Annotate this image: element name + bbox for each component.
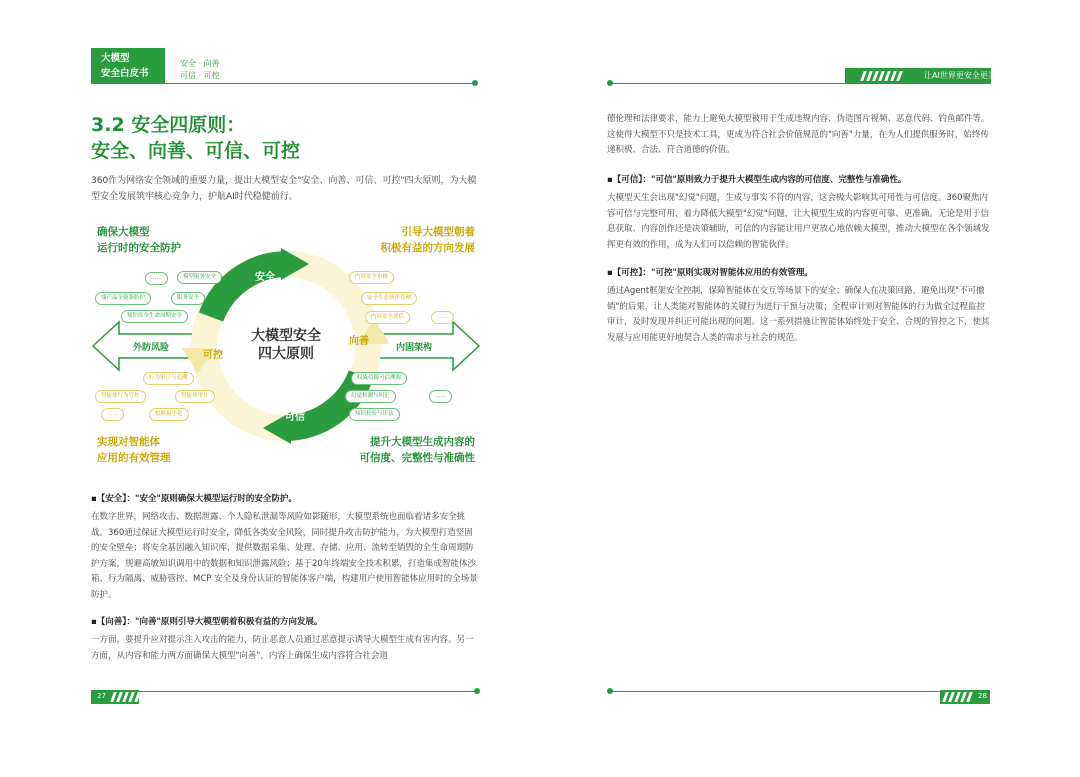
page-number: 27 — [97, 692, 106, 700]
corner-label-control-line2: 应用的有效管理 — [97, 452, 171, 464]
corner-label-safe-line1: 确保大模型 — [97, 226, 150, 238]
corner-label-trust — [360, 434, 476, 466]
segment-label-good: 向善 — [349, 336, 369, 347]
corner-label-control — [97, 434, 171, 466]
pill-item: 智能体审计 — [175, 390, 215, 403]
footer-rule-dot — [607, 688, 613, 694]
corner-label-safe-line2: 运行时的安全防护 — [97, 242, 181, 254]
arrow-label-external: 外防风险 — [133, 343, 170, 353]
pill-item: 知识校验与评估 — [349, 408, 400, 421]
corner-label-trust-line1: 提升大模型生成内容的 — [370, 436, 475, 448]
principle-trust-body: 大模型天生会出现"幻觉"问题，生成与事实不符的内容，这会极大影响其可用性与可信度。360聚焦内容可信与完整可用，着力降低大模型"幻觉"问题，让大模型生成的内容更可靠、更准确。无论是用于信息获取、内容创作还是决策辅助，可信的内容能让用户更放心地依赖大模型，推动大模型在各个领域发挥更有效的作用，成为人们可以信赖的智能伙伴。 — [607, 193, 990, 250]
pill-item: 权限最小化 — [149, 408, 189, 421]
pill-item: 端产品全链条防护 — [95, 292, 151, 305]
footer-stripes — [944, 692, 971, 702]
book-title-badge — [91, 48, 165, 84]
section-title-line2: 安全、向善、可信、可控 — [91, 140, 301, 162]
corner-label-good — [381, 224, 476, 256]
principle-trust-heading: ▪【可信】："可信"原则致力于提升大模型生成内容的可信度、完整性与准确性。 — [607, 175, 907, 185]
pill-item: …… — [429, 390, 452, 403]
center-label — [236, 327, 336, 363]
pill-item: 行为审计与追溯 — [143, 372, 194, 385]
book-title-line1: 大模型 — [101, 53, 130, 64]
header-tags — [180, 58, 220, 82]
header-rule-dot — [472, 80, 478, 86]
principle-safe-body: 在数字世界，网络攻击、数据泄露、个人隐私泄漏等风险如影随形，大模型系统也面临着诸多安全挑战。360通过保证大模型运行时安全，降低各类安全风险，同时提升攻击防护能力，为大模型打造坚固的安全壁垒；将安全基因融入知识库，提供数据采集、处理、存储、应用、流转至销毁的全生命周期防护方案，规避高敏知识调用中的数据和知识泄露风险；基于20年终端安全技术积累，打造集成智能体沙箱、行为隔离、威胁管控、MCP 安全及身份认证的智能体客户端，构建用户使用智能体应用时的全场景防护。 — [91, 512, 478, 600]
pill-item: …… — [145, 272, 168, 285]
right-page — [540, 0, 1080, 777]
pill-item: 权威信源可信溯源 — [351, 372, 407, 385]
corner-label-good-line2: 积极有益的方向发展 — [380, 242, 475, 254]
principle-good-heading: ▪【向善】："向善"原则引导大模型朝着积极有益的方向发展。 — [91, 617, 323, 627]
header-rule — [165, 83, 475, 84]
segment-label-safe: 安全 — [255, 272, 275, 283]
header-stripes — [862, 71, 901, 81]
principle-good-body-cont: 德伦理和法律要求，能力上避免大模型被用于生成违规内容、伪造图片视频、恶意代码、钓鱼邮件等。这使得大模型不只是技术工具，更成为符合社会价值规范的"向善"力量，在为人们提供服务时，始终传递积极、合法、符合道德的价值。 — [607, 114, 990, 155]
center-label-line2: 四大原则 — [258, 346, 314, 362]
section-title — [91, 112, 300, 164]
principle-control-heading: ▪【可控】："可控"原则实现对智能体应用的有效管理。 — [607, 268, 813, 278]
four-principles-diagram — [91, 222, 481, 472]
corner-label-good-line1: 引导大模型朝着 — [401, 226, 475, 238]
header-tags-line1: 安全 · 向善 — [180, 59, 220, 68]
center-label-line1: 大模型安全 — [251, 328, 321, 344]
pill-item: 安全生态伙伴管理 — [361, 292, 417, 305]
principle-control-body: 通过Agent框架安全控制，保障智能体在交互等场景下的安全；确保人在决策回路，避免出现"不可撤销"的后果，让人类能对智能体的关键行为进行干预与决策；全程审计则对智能体的行为做全过程监控审计，及时发现并纠正可能出现的问题。这一系列措施让智能体始终处于安全、合规的管控之下，使其发展与应用能更好地契合人类的需求与社会的规范。 — [607, 286, 990, 343]
pill-item: 内容安全审核 — [349, 271, 394, 284]
slogan-text: 让AI世界更安全更美好 — [924, 71, 1004, 80]
intro-paragraph: 360作为网络安全领域的重要力量，提出大模型安全"安全、向善、可信、可控"四大原则，为大模型安全发展筑牢核心竞争力，护航AI时代稳健前行。 — [91, 176, 477, 202]
pill-item: 内容安全评估 — [365, 311, 410, 324]
principle-safe-heading: ▪【安全】："安全"原则确保大模型运行时的安全防护。 — [91, 494, 297, 504]
segment-label-trust: 可信 — [285, 412, 305, 423]
pill-item: 服务安全 — [171, 292, 205, 305]
header-rule-dot — [607, 80, 613, 86]
page-number: 28 — [978, 692, 987, 700]
segment-label-control: 可控 — [203, 350, 223, 361]
footer-stripes — [112, 692, 139, 702]
pill-item: 幻觉检测与纠正 — [345, 390, 396, 403]
header-tags-line2: 可信 · 可控 — [180, 71, 220, 80]
section-title-line1: 3.2 安全四原则： — [91, 114, 246, 136]
pill-item: 智能体行为管控 — [95, 390, 146, 403]
corner-label-trust-line2: 可信度、完整性与准确性 — [359, 452, 475, 464]
pill-item: …… — [431, 311, 454, 324]
footer-rule — [610, 691, 940, 692]
book-title-line2: 安全白皮书 — [101, 68, 149, 79]
corner-label-control-line1: 实现对智能体 — [97, 436, 160, 448]
footer-rule — [138, 691, 476, 692]
principle-good-body: 一方面，要提升应对提示注入攻击的能力，防止恶意人员通过恶意提示诱导大模型生成有害内容。另一方面，从内容和能力两方面确保大模型"向善"，内容上确保生成内容符合社会道 — [91, 635, 474, 661]
footer-rule-dot — [474, 688, 480, 694]
pill-item: 知识库全生命周期安全 — [121, 310, 188, 323]
pill-item: 模型服务安全 — [177, 271, 222, 284]
pill-item: …… — [101, 408, 124, 421]
arrow-label-internal: 内固架构 — [396, 343, 433, 353]
corner-label-safe — [97, 224, 181, 256]
